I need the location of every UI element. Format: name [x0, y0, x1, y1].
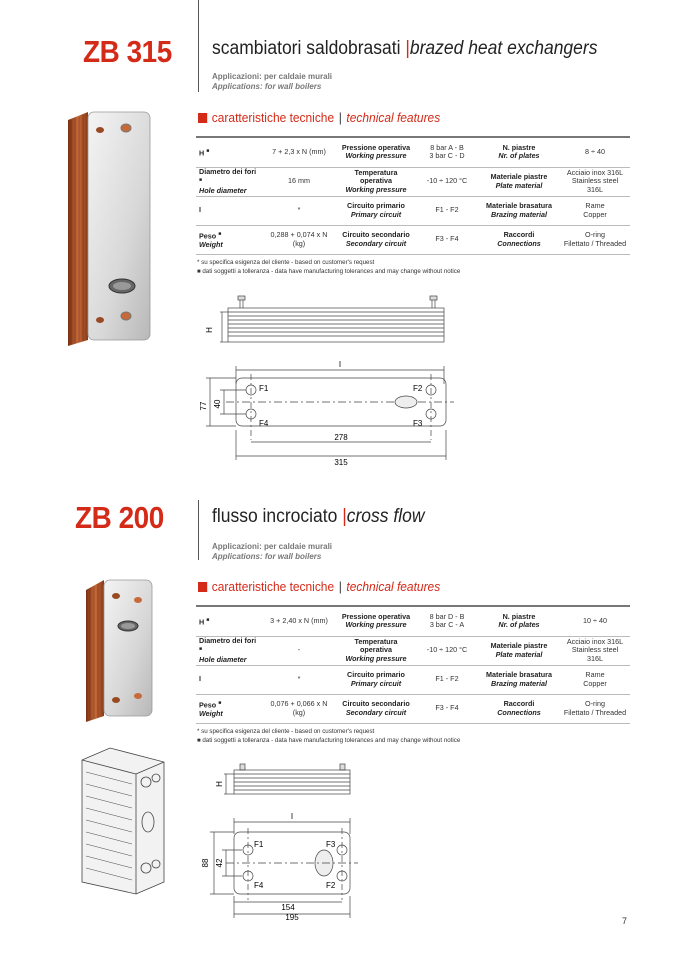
dim-315-label: 315: [334, 458, 348, 466]
product-title: [212, 38, 597, 60]
spec-label: H ■: [196, 137, 262, 167]
spec-label: Diametro dei fori ■ Hole diameter: [196, 636, 262, 665]
spec-label: I: [196, 665, 262, 694]
section-it: caratteristiche tecniche: [211, 579, 335, 594]
product-photo-zb315: [60, 108, 160, 350]
table-row: [196, 636, 630, 665]
section-en: technical features: [346, 579, 441, 594]
dim-77-label: 77: [199, 401, 208, 411]
spec-label: Raccordi Connections: [478, 694, 560, 723]
table-row: [196, 694, 630, 723]
dim-h-label: H: [205, 327, 214, 333]
notes: [197, 727, 460, 746]
spec-label: Materiale brasatura Brazing material: [478, 196, 560, 225]
spec-label: Pressione operativa Working pressure: [336, 137, 416, 167]
section-separator: |: [338, 579, 342, 594]
page-number: 7: [622, 916, 628, 926]
product-drawing-zb200: [76, 742, 172, 898]
spec-label: N. piastre Nr. of plates: [478, 606, 560, 636]
spec-value: -10 ÷ 120 °C: [416, 636, 478, 665]
spec-value: O-ring Filettato / Threaded: [560, 694, 630, 723]
spec-value: 3 + 2,40 x N (mm): [262, 606, 336, 636]
spec-value: 16 mm: [262, 167, 336, 196]
dim-278-label: 278: [334, 433, 348, 442]
spec-label: Peso ■ Weight: [196, 694, 262, 723]
spec-table: [196, 136, 630, 255]
section-heading: [198, 110, 440, 125]
port-f2-label: F2: [326, 881, 336, 890]
model-title: ZB 200: [75, 500, 164, 535]
spec-value: 0,288 + 0,074 x N (kg): [262, 225, 336, 254]
spec-label: H ■: [196, 606, 262, 636]
spec-table: [196, 605, 630, 724]
section-heading: [198, 579, 440, 594]
table-row: [196, 225, 630, 254]
section-it: caratteristiche tecniche: [211, 110, 335, 125]
port-f2-label: F2: [413, 384, 423, 393]
port-f1-label: F1: [254, 840, 264, 849]
title-separator: |: [342, 506, 347, 527]
title-separator: |: [405, 38, 410, 59]
notes: [197, 258, 460, 277]
spec-value: -: [262, 636, 336, 665]
spec-label: Diametro dei fori ■ Hole diameter: [196, 167, 262, 196]
note-tolerance: ■ dati soggetti a tolleranza - data have manufacturing tolerances and may change without notice: [197, 737, 461, 744]
spec-label: Circuito primario Primary circuit: [336, 665, 416, 694]
square-bullet-icon: [198, 113, 207, 123]
spec-value: F3 - F4: [416, 694, 478, 723]
spec-value: F1 - F2: [416, 665, 478, 694]
port-f4-label: F4: [254, 881, 264, 890]
spec-label: Circuito secondario Secondary circuit: [336, 694, 416, 723]
dim-40-label: 40: [213, 399, 222, 409]
applications-it: Applicazioni: per caldaie murali: [212, 542, 333, 551]
dim-88-label: 88: [201, 858, 210, 868]
table-row: [196, 665, 630, 694]
table-row: [196, 167, 630, 196]
product-title: [212, 506, 424, 528]
spec-value: Acciaio inox 316L Stainless steel 316L: [560, 636, 630, 665]
square-bullet-icon: [198, 582, 207, 592]
port-f1-label: F1: [259, 384, 269, 393]
spec-label: N. piastre Nr. of plates: [478, 137, 560, 167]
spec-value: F1 - F2: [416, 196, 478, 225]
spec-value: 10 ÷ 40: [560, 606, 630, 636]
table-row: [196, 137, 630, 167]
spec-value: Rame Copper: [560, 665, 630, 694]
spec-label: Pressione operativa Working pressure: [336, 606, 416, 636]
spec-value: O-ring Filettato / Threaded: [560, 225, 630, 254]
spec-label: I: [196, 196, 262, 225]
spec-value: 8 bar D - B 3 bar C - A: [416, 606, 478, 636]
dim-195-label: 195: [285, 913, 299, 920]
port-f4-label: F4: [259, 419, 269, 428]
header-divider: [198, 0, 199, 92]
spec-value: *: [262, 665, 336, 694]
spec-value: *: [262, 196, 336, 225]
spec-value: -10 ÷ 120 °C: [416, 167, 478, 196]
dim-l-label: I: [290, 812, 294, 821]
title-it: scambiatori saldobrasati: [212, 38, 401, 59]
spec-value: 7 + 2,3 x N (mm): [262, 137, 336, 167]
spec-label: Peso ■ Weight: [196, 225, 262, 254]
spec-value: 0,076 + 0,066 x N (kg): [262, 694, 336, 723]
spec-label: Circuito secondario Secondary circuit: [336, 225, 416, 254]
product-photo-zb200: [82, 576, 158, 726]
applications: [212, 72, 332, 92]
port-f3-label: F3: [413, 419, 423, 428]
port-f3-label: F3: [326, 840, 336, 849]
spec-label: Materiale piastre Plate material: [478, 636, 560, 665]
applications-en: Applications: for wall boilers: [212, 82, 322, 91]
applications-it: Applicazioni: per caldaie murali: [212, 72, 333, 81]
spec-label: Temperatura operativa Working pressure: [336, 167, 416, 196]
note-customer: * su specifica esigenza del cliente - based on customer's request: [197, 728, 375, 735]
section-separator: |: [338, 110, 342, 125]
header-divider: [198, 500, 199, 560]
title-en: brazed heat exchangers: [409, 38, 598, 59]
spec-label: Raccordi Connections: [478, 225, 560, 254]
spec-label: Materiale piastre Plate material: [478, 167, 560, 196]
spec-value: Acciaio inox 316L Stainless steel 316L: [560, 167, 630, 196]
table-row: [196, 606, 630, 636]
applications: [212, 542, 332, 562]
spec-value: F3 - F4: [416, 225, 478, 254]
technical-drawing-zb315: [196, 290, 466, 466]
spec-label: Materiale brasatura Brazing material: [478, 665, 560, 694]
spec-label: Temperatura operativa Working pressure: [336, 636, 416, 665]
spec-value: 8 ÷ 40: [560, 137, 630, 167]
title-en: cross flow: [346, 506, 425, 527]
section-en: technical features: [346, 110, 441, 125]
note-customer: * su specifica esigenza del cliente - based on customer's request: [197, 259, 375, 266]
note-tolerance: ■ dati soggetti a tolleranza - data have manufacturing tolerances and may change without notice: [197, 268, 461, 275]
dim-42-label: 42: [215, 858, 224, 868]
spec-label: Circuito primario Primary circuit: [336, 196, 416, 225]
dim-h-label: H: [215, 781, 224, 787]
spec-value: Rame Copper: [560, 196, 630, 225]
dim-l-label: I: [338, 360, 342, 369]
table-row: [196, 196, 630, 225]
technical-drawing-zb200: [196, 760, 366, 920]
applications-en: Applications: for wall boilers: [212, 552, 322, 561]
spec-value: 8 bar A - B 3 bar C - D: [416, 137, 478, 167]
title-it: flusso incrociato: [212, 506, 338, 527]
dim-154-label: 154: [281, 903, 295, 912]
model-title: ZB 315: [83, 34, 172, 69]
